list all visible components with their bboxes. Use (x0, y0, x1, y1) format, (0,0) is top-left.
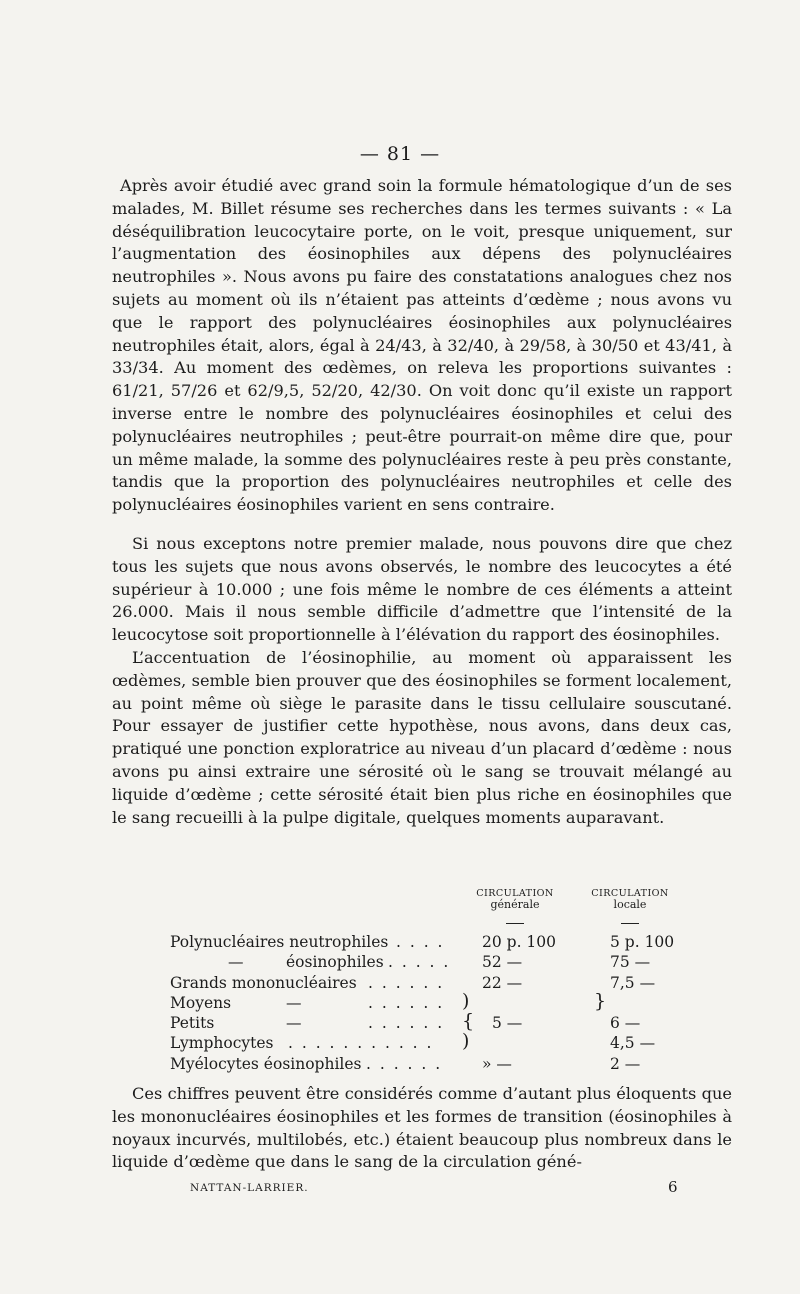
row-label: Petits (170, 1014, 215, 1033)
leader-dots: . . . . . . (368, 1014, 445, 1033)
leucocyte-table (170, 888, 690, 1074)
brace-mid-icon: { (462, 1010, 475, 1033)
paragraph-1: Après avoir étudié avec grand soin la formule hématologique d’un de ses malades, M. Billet résume ses recherches dans les termes suivants : « La déséquilibration leucocytaire porte, on le voit, presque uniquement, sur l’augmentation des éosinophiles aux dépens des polynucléaires neutrophiles ». Nous avons pu faire des constatations analogues chez nos sujets au moment où ils n’étaient pas atteints d’œdème ; nous avons vu que le rapport des polynucléaires éosinophiles aux polynucléaires neutrophiles était, alors, égal à 24/43, à 32/40, à 29/58, à 30/50 et 43/41, à 33/34. Au moment des œdèmes, on releva les proportions suivantes : 61/21, 57/26 et 62/9,5, 52/20, 42/30. On voit donc qu’il existe un rapport inverse entre le nombre des polynucléaires éosinophiles et celui des polynucléaires neutrophiles ; peut-être pourrait-on même dire que, pour un même malade, la somme des polynucléaires reste à peu près constante, tandis que la proportion des polynucléaires neutrophiles et celle des polynucléaires éosinophiles varient en sens contraire. (112, 176, 732, 515)
leader-dots: . . . . . (388, 953, 451, 972)
col-locale-header (580, 888, 680, 910)
leader-dots: . . . . (396, 933, 445, 951)
body-text-upper (112, 175, 732, 829)
table-row (170, 1030, 690, 1053)
table-row (170, 989, 690, 1013)
header-rule (621, 923, 639, 924)
value-locale: 6 — (610, 1014, 641, 1033)
row-label: Moyens (170, 993, 232, 1012)
row-label: Lymphocytes (170, 1034, 274, 1053)
leader-dots: . . . . . . (366, 1054, 443, 1073)
paragraph-2: Si nous exceptons notre premier malade, nous pouvons dire que chez tous les sujets que nous avons observés, le nombre des leucocytes a été supérieur à 10.000 ; une fois même le nombre de ces éléments a atteint 26.000. Mais il nous semble difficile d’admettre que l’intensité de la leucocytose soit proportionnelle à l’élévation du rapport des éosinophiles. (112, 533, 732, 645)
table-row (170, 952, 690, 972)
header-rule (506, 923, 524, 924)
footer-author: NATTAN-LARRIER. (190, 1182, 309, 1194)
table-row (170, 932, 690, 952)
leader-dots: . . . . . . (368, 993, 445, 1012)
paragraph-3: L’accentuation de l’éosinophilie, au moment où apparaissent les œdèmes, semble bien prouver que des éosinophiles se forment localement, au point même où siège le parasite dans le tissu cellulaire souscutané. Pour essayer de justifier cette hypothèse, nous avons, dans deux cas, pratiqué une ponction exploratrice au niveau d’un placard d’œdème : nous avons pu ainsi extraire une sérosité où le sang se trouvait mélangé au liquide d’œdème ; cette sérosité était bien plus riche en éosinophiles que le sang recueilli à la pulpe digitale, quelques moments auparavant. (112, 647, 732, 827)
footer-signature: 6 (668, 1178, 678, 1196)
table-row (170, 973, 690, 993)
value-locale: 7,5 — (610, 973, 656, 992)
value-locale: 5 p. 100 (610, 933, 675, 951)
brace-open-icon: } (594, 989, 607, 1012)
col-locale-subtitle: locale (613, 898, 647, 911)
body-text-lower (112, 1083, 732, 1174)
value-generale: » — (482, 1054, 512, 1073)
table-header (170, 888, 690, 932)
value-generale: 52 — (482, 953, 523, 972)
page-number: — 81 — (359, 143, 441, 165)
leader-dots: . . . . . . (368, 973, 445, 992)
value-generale: 5 — (492, 1014, 523, 1033)
row-label: Grands mononucléaires (170, 973, 357, 992)
ditto-dash: — (286, 993, 302, 1012)
value-locale: 75 — (610, 953, 651, 972)
brace-close-icon: ) (462, 1030, 470, 1053)
row-label: Polynucléaires neutrophiles (170, 933, 389, 951)
row-label: Myélocytes éosinophiles (170, 1054, 362, 1073)
table-row (170, 1054, 690, 1074)
value-locale: 4,5 — (610, 1034, 656, 1053)
table-row (170, 1010, 690, 1033)
value-generale: 20 p. 100 (482, 933, 557, 951)
col-generale-title: CIRCULATION (476, 888, 554, 899)
col-generale-subtitle: générale (490, 898, 540, 911)
value-generale: 22 — (482, 973, 523, 992)
ditto-dash: — (286, 1014, 302, 1033)
value-locale: 2 — (610, 1054, 641, 1073)
ditto-dash: — (228, 953, 244, 972)
col-locale-title: CIRCULATION (591, 888, 669, 899)
brace-close-icon: ) (462, 989, 470, 1012)
row-label: éosinophiles (286, 953, 384, 972)
paragraph-4: Ces chiffres peuvent être considérés comme d’autant plus éloquents que les mononucléaires éosinophiles et les formes de transition (éosinophiles à noyaux incurvés, multilobés, etc.) étaient beaucoup plus nombreux dans le liquide d’œdème que dans le sang de la circulation géné- (112, 1084, 732, 1172)
leader-dots: . . . . . . . . . . . (288, 1034, 434, 1053)
col-generale-header (460, 888, 570, 910)
